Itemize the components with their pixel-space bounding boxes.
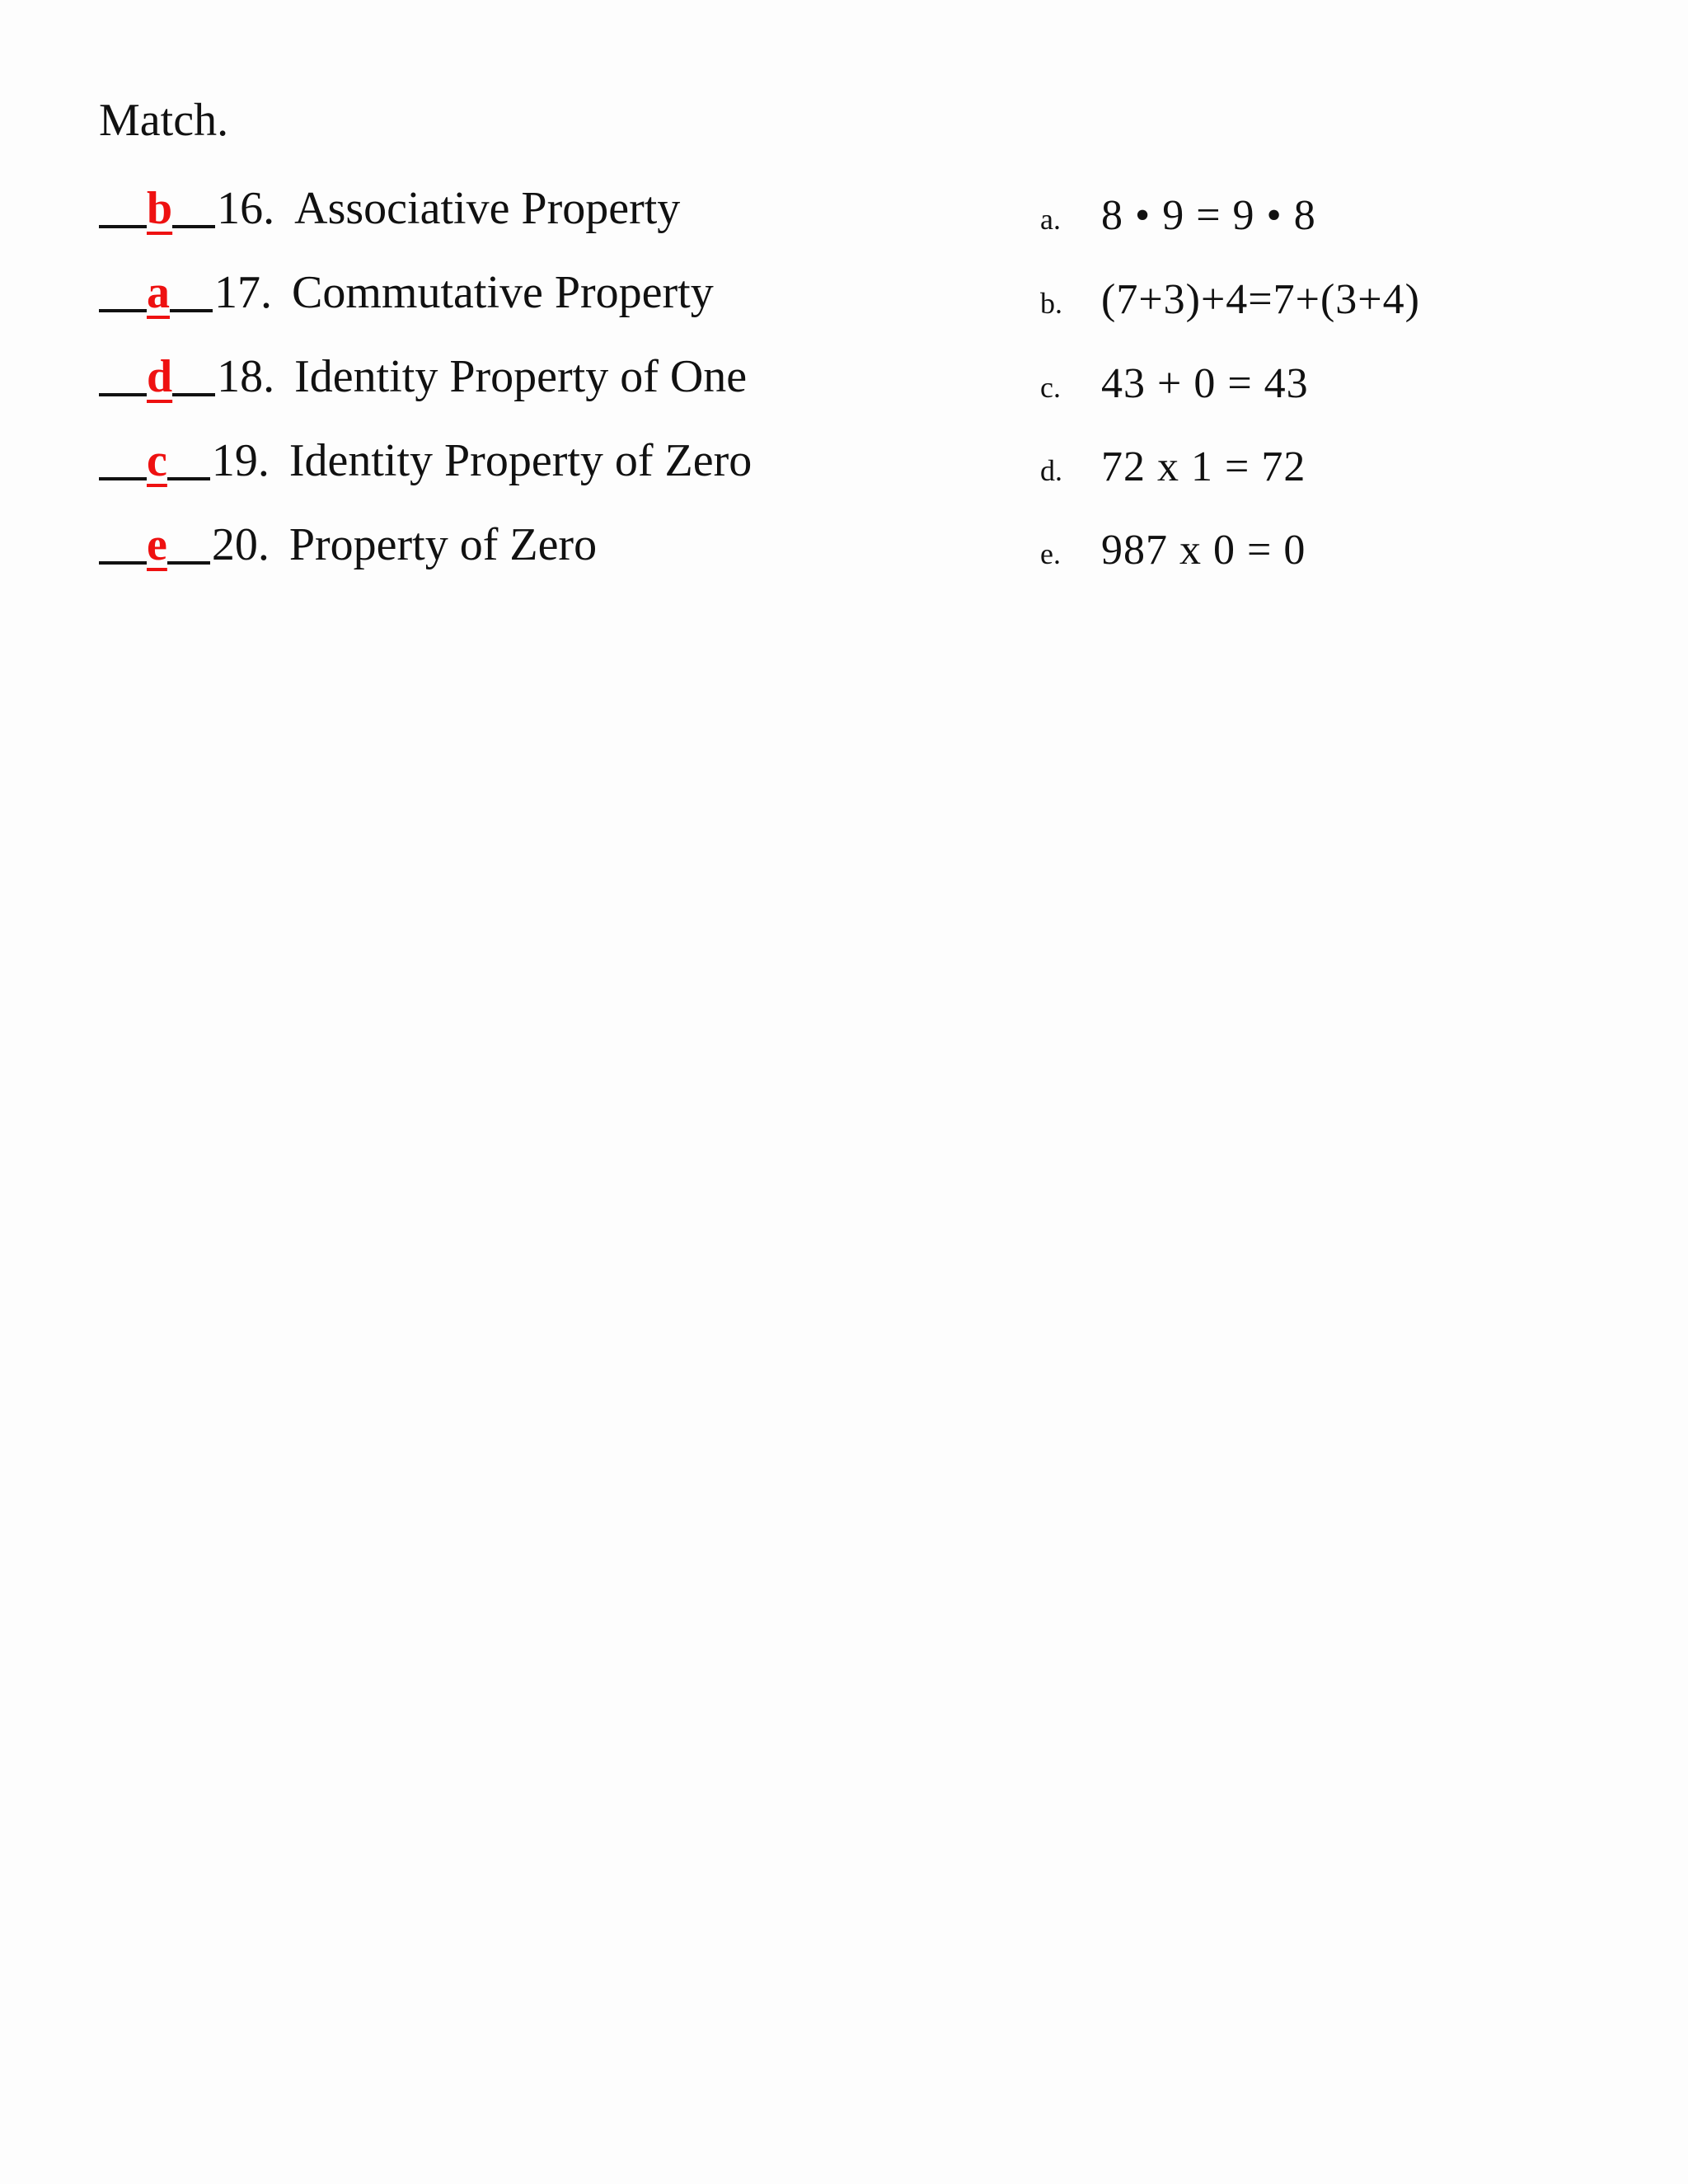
blank-line [99, 393, 147, 396]
answer-letter: d [147, 351, 173, 402]
blank-line [167, 561, 210, 565]
question-number: 19. [211, 435, 270, 486]
question-term: Identity Property of Zero [288, 435, 753, 486]
choice-row-b [1040, 275, 1420, 324]
question-number: 18. [217, 351, 275, 402]
question-number: 20. [211, 519, 270, 570]
blank-line [167, 477, 210, 480]
question-row-16 [99, 185, 680, 235]
choice-row-c [1040, 359, 1309, 408]
choice-letter: b. [1040, 287, 1062, 320]
blank-line [99, 561, 147, 565]
answer-letter: a [147, 267, 170, 318]
choice-row-d [1040, 443, 1306, 491]
question-number: 17. [214, 267, 272, 318]
question-row-18 [99, 351, 748, 403]
question-term: Associative Property [294, 183, 681, 234]
page-title: Match. [99, 95, 229, 146]
choice-expression: 43 + 0 = 43 [1101, 360, 1309, 407]
question-term: Property of Zero [288, 519, 598, 570]
choice-letter: c. [1040, 371, 1061, 404]
blank-line [99, 225, 147, 228]
question-row-19 [99, 435, 753, 487]
choice-row-e [1040, 526, 1306, 574]
choice-letter: a. [1040, 203, 1061, 236]
choice-expression: (7+3)+4=7+(3+4) [1101, 276, 1420, 323]
answer-blank[interactable] [99, 435, 210, 486]
choice-row-a [1040, 191, 1316, 240]
answer-letter: c [147, 435, 167, 486]
question-row-17 [99, 269, 714, 319]
answer-blank[interactable] [99, 519, 210, 570]
blank-line [172, 225, 215, 228]
blank-line [99, 309, 147, 312]
question-term: Commutative Property [292, 267, 714, 318]
choice-letter: e. [1040, 537, 1061, 570]
choice-expression: 987 x 0 = 0 [1101, 527, 1306, 574]
choice-letter: d. [1040, 454, 1062, 487]
question-number: 16. [217, 183, 275, 234]
answer-letter: e [147, 519, 167, 570]
choice-expression: 8 • 9 = 9 • 8 [1101, 192, 1316, 239]
blank-line [99, 477, 147, 480]
answer-blank[interactable] [99, 185, 215, 232]
blank-line [170, 309, 213, 312]
choice-expression: 72 x 1 = 72 [1101, 443, 1306, 490]
blank-line [172, 393, 215, 396]
answer-blank[interactable] [99, 269, 213, 316]
answer-blank[interactable] [99, 351, 215, 402]
question-row-20 [99, 519, 598, 571]
question-term: Identity Property of One [294, 351, 748, 402]
answer-letter: b [147, 183, 173, 234]
